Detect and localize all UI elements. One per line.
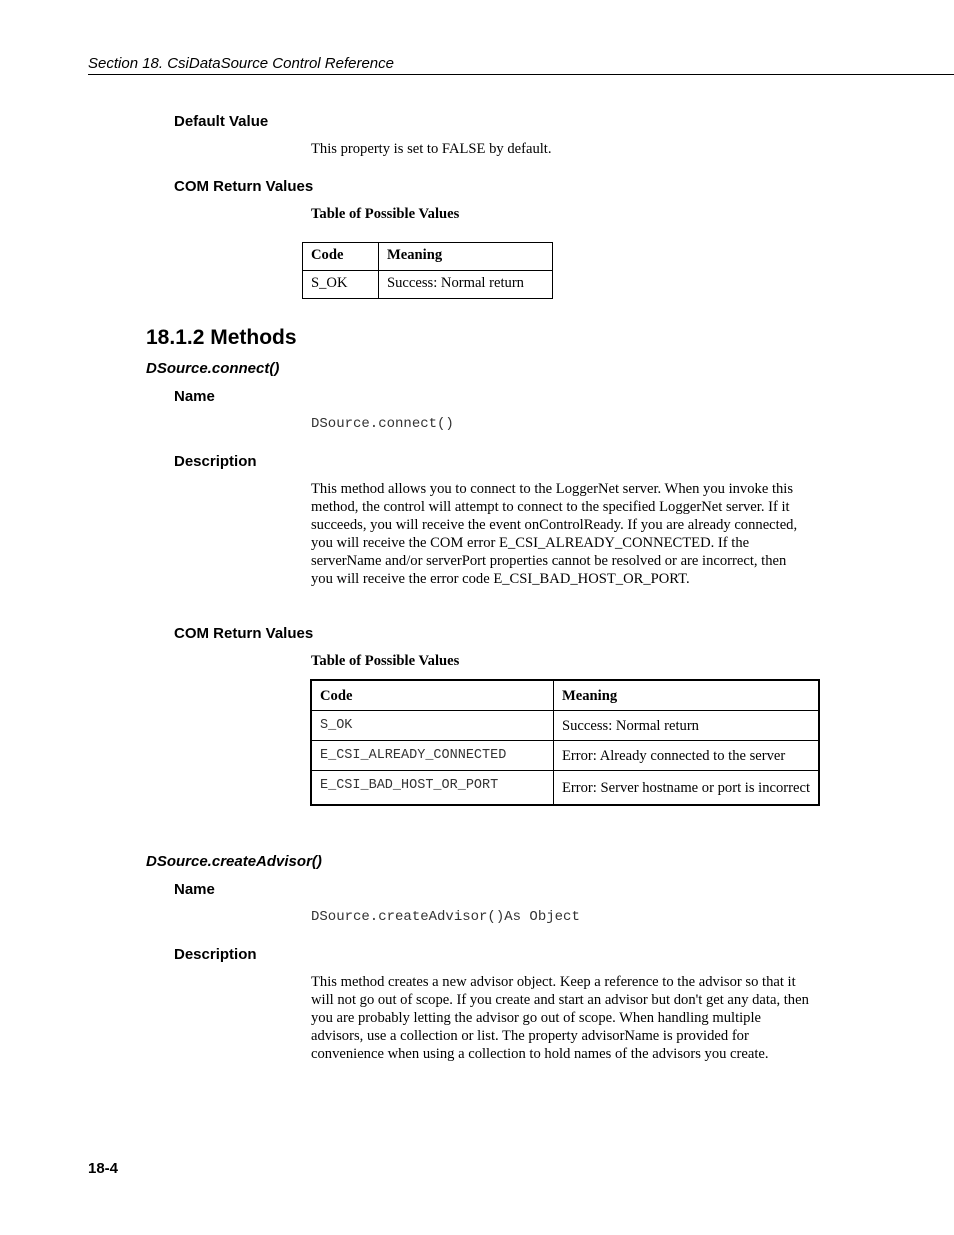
running-header: Section 18. CsiDataSource Control Reference (88, 55, 954, 75)
table-row (303, 271, 553, 299)
code-cell: E_CSI_ALREADY_CONNECTED (311, 741, 554, 771)
column-header-code: Code (311, 680, 554, 711)
default-value-text: This property is set to FALSE by default. (311, 141, 552, 157)
page-number: 18-4 (88, 1160, 119, 1177)
com-return-table-1 (302, 242, 553, 299)
description-heading: Description (174, 946, 257, 963)
meaning-cell: Error: Server hostname or port is incorrect (554, 771, 820, 806)
column-header-meaning: Meaning (554, 680, 820, 711)
table-header-row (311, 680, 819, 711)
code-cell: S_OK (311, 711, 554, 741)
table-row (311, 771, 819, 806)
name-heading: Name (174, 881, 215, 898)
table-row (311, 741, 819, 771)
meaning-cell: Error: Already connected to the server (554, 741, 820, 771)
method-signature-create-advisor: DSource.createAdvisor()As Object (311, 909, 580, 925)
com-return-table-2 (310, 679, 820, 806)
table-caption: Table of Possible Values (311, 206, 460, 222)
method-heading-connect: DSource.connect() (146, 360, 280, 377)
description-heading: Description (174, 453, 257, 470)
section-title: 18.1.2 Methods (146, 326, 297, 349)
meaning-cell: Success: Normal return (554, 711, 820, 741)
method-signature-connect: DSource.connect() (311, 416, 454, 432)
create-advisor-description: This method creates a new advisor object. Keep a reference to the advisor so that it will not go out of scope. If you create and start an advisor but don't get any data, then you are probably letting the advisor go out of scope. When handling multiple advisors, use a collection or list. The property advisorName is provided for convenience when using a collection to hold names of the advisors you create. (311, 974, 809, 1062)
com-return-values-heading: COM Return Values (174, 625, 314, 642)
meaning-cell: Success: Normal return (379, 271, 553, 299)
com-return-values-heading: COM Return Values (174, 178, 314, 195)
code-cell: E_CSI_BAD_HOST_OR_PORT (311, 771, 554, 806)
column-header-meaning: Meaning (379, 243, 553, 271)
table-caption: Table of Possible Values (311, 653, 460, 669)
table-row (311, 711, 819, 741)
connect-description: This method allows you to connect to the LoggerNet server. When you invoke this method, the control will attempt to connect to the specified LoggerNet server. If it succeeds, you will receive the event onControlReady. If you are already connected, you will receive the COM error E_CSI_ALREADY_CONNECTED. If the serverName and/or serverPort properties cannot be resolved or are incorrect, then you will receive the error code E_CSI_BAD_HOST_OR_PORT. (311, 481, 798, 587)
default-value-heading: Default Value (174, 113, 269, 130)
code-cell: S_OK (303, 271, 379, 299)
method-heading-create-advisor: DSource.createAdvisor() (146, 853, 322, 870)
name-heading: Name (174, 388, 215, 405)
table-header-row (303, 243, 553, 271)
column-header-code: Code (303, 243, 379, 271)
